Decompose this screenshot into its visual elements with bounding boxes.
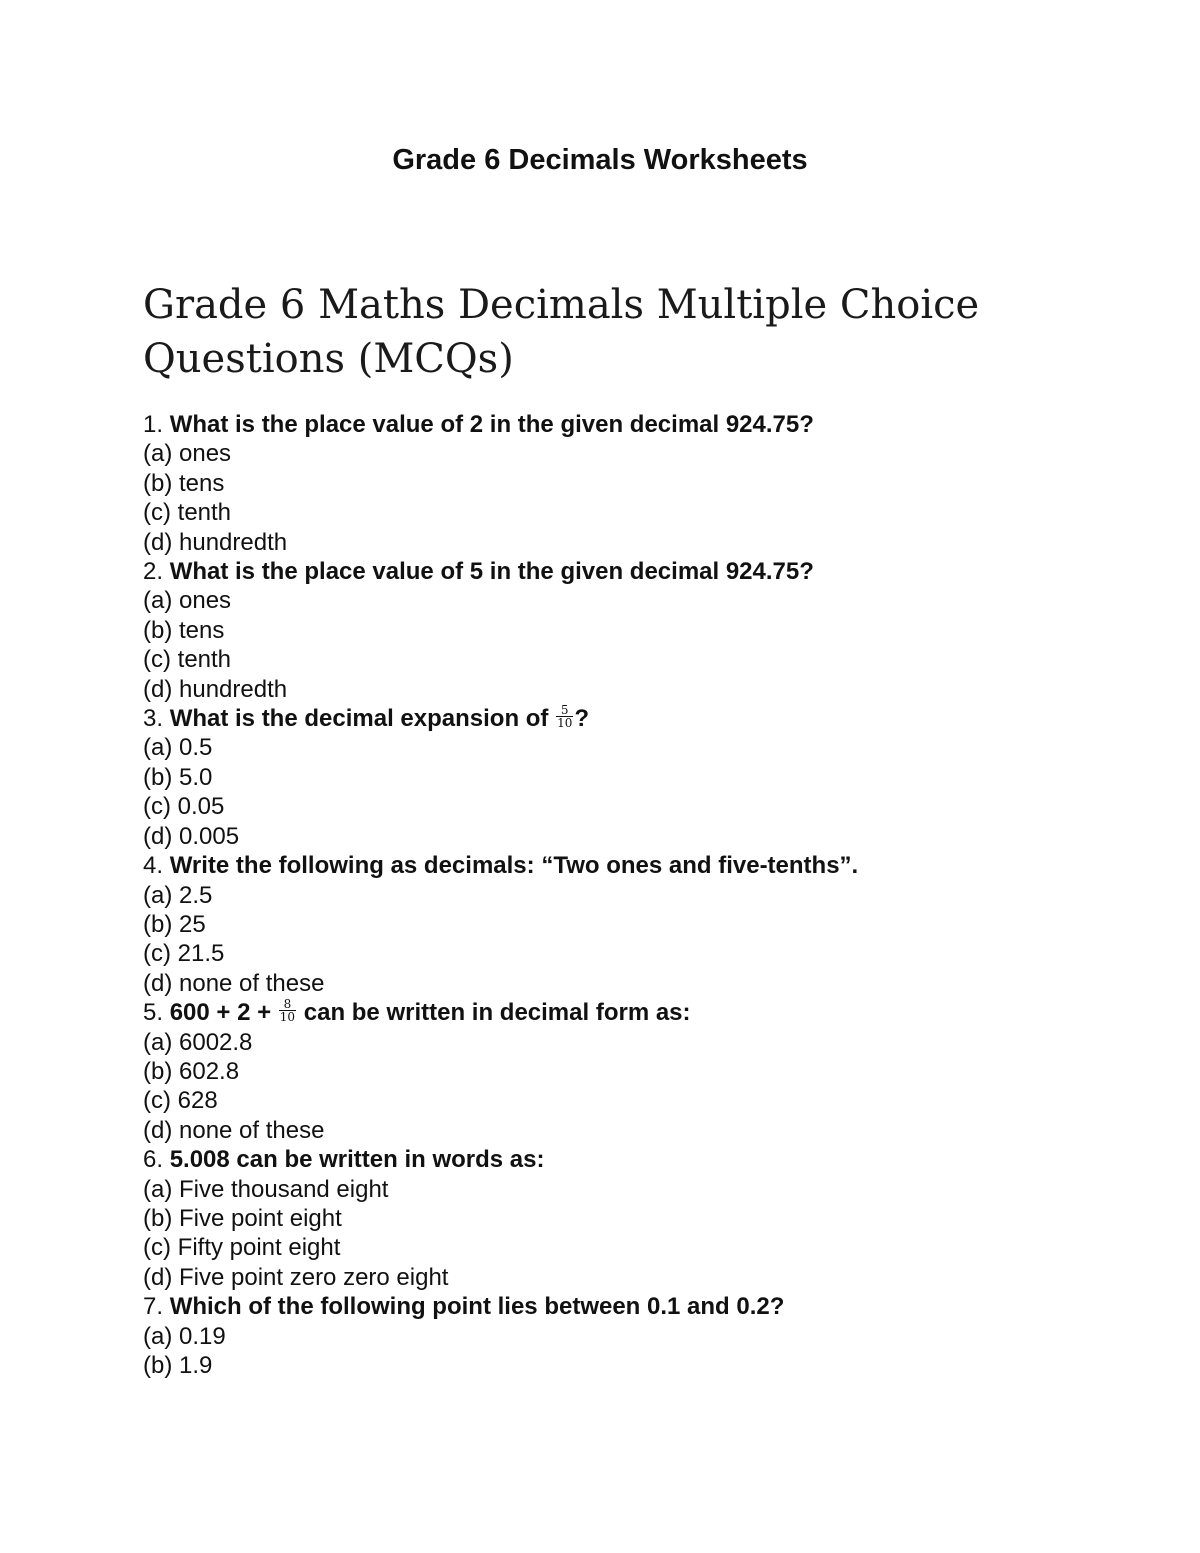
question-1-prompt [143,410,1103,439]
option-d: (d) hundredth [143,528,288,556]
option-b: (b) 1.9 [143,1352,213,1379]
option-a: (a) ones [143,440,232,468]
option-c: (c) 0.05 [143,793,225,821]
question-text: What is the decimal expansion of [169,705,549,733]
question-2-prompt [143,557,1103,586]
option-a: (a) 0.5 [143,734,213,762]
option-b: (b) tens [143,469,225,497]
fraction-denominator: 10 [557,716,573,731]
fraction [279,998,296,1023]
question-number: 4. [143,852,164,880]
option-b: (b) Five point eight [143,1204,342,1232]
option-d: (d) none of these [143,1116,325,1144]
option-d: (d) 0.005 [143,822,240,850]
option-b: (b) 25 [143,910,206,938]
option-c: (c) tenth [143,499,232,527]
option-c: (c) 21.5 [143,940,225,968]
question-text: Which of the following point lies between 0.1 and 0.2? [169,1293,785,1321]
option-a: (a) ones [143,587,232,615]
option-a: (a) Five thousand eight [143,1175,389,1203]
fraction-denominator: 10 [279,1010,296,1025]
option-b: (b) tens [143,616,225,644]
question-text-end: ? [574,705,590,733]
option-d: (d) none of these [143,969,325,997]
question-4 [143,851,1103,998]
option-c: (c) Fifty point eight [143,1234,341,1262]
question-1 [143,410,1103,557]
option-a: (a) 0.19 [143,1322,226,1350]
question-text: What is the place value of 2 in the given decimal 924.75? [169,411,814,438]
question-2 [143,557,1103,704]
option-b: (b) 5.0 [143,763,213,791]
option-c: (c) 628 [143,1087,218,1115]
question-5 [143,998,1103,1145]
option-b: (b) 602.8 [143,1057,240,1085]
question-4-prompt [143,851,1103,880]
question-number: 3. [143,705,164,733]
option-d: (d) Five point zero zero eight [143,1263,449,1291]
question-3 [143,704,1103,851]
question-number: 7. [143,1293,164,1321]
question-number: 5. [143,999,164,1027]
option-d: (d) hundredth [143,675,288,703]
question-6 [143,1145,1103,1292]
option-a: (a) 6002.8 [143,1028,253,1056]
question-7-prompt [143,1292,1103,1321]
question-number: 1. [143,411,164,438]
question-7 [143,1292,1103,1380]
section-heading: Grade 6 Maths Decimals Multiple Choice Questions (MCQs) [143,282,980,382]
question-number: 6. [143,1146,164,1174]
question-text: 5.008 can be written in words as: [169,1146,545,1174]
fraction [556,704,573,729]
question-number: 2. [143,558,164,586]
question-text-end: can be written in decimal form as: [303,999,691,1027]
fraction-numerator: 8 [283,997,292,1012]
question-text: What is the place value of 5 in the given decimal 924.75? [169,558,814,586]
option-c: (c) tenth [143,646,232,674]
question-text: Write the following as decimals: “Two ones and five-tenths”. [169,852,859,880]
question-3-prompt [143,704,1103,733]
fraction-numerator: 5 [560,703,569,718]
page-title: Grade 6 Decimals Worksheets [392,144,808,176]
question-list [143,410,1103,1380]
question-5-prompt [143,998,1103,1027]
question-text: 600 + 2 + [169,999,272,1027]
option-a: (a) 2.5 [143,881,213,909]
question-6-prompt [143,1145,1103,1174]
